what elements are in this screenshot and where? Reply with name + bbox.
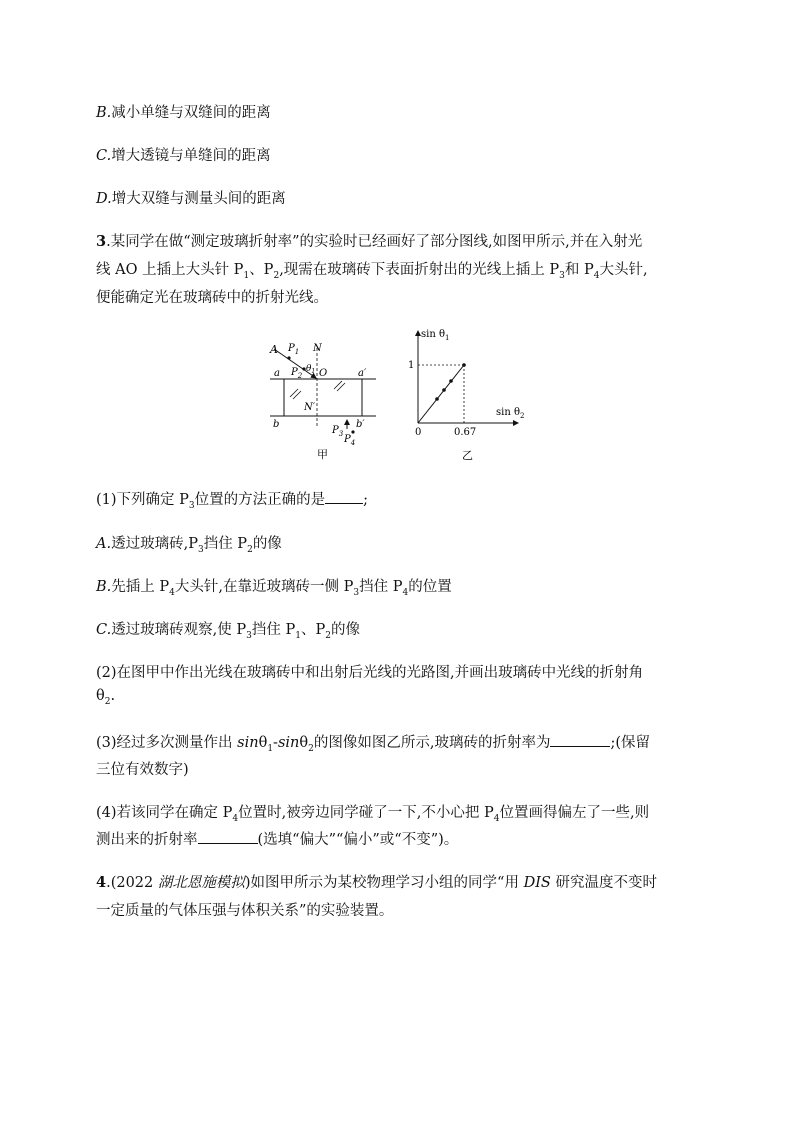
svg-text:a: a [274, 368, 280, 379]
svg-text:sin θ2: $\sin \theta_2$ [496, 407, 525, 420]
q3-sub2-line2: $\theta_2$. [96, 688, 116, 707]
q3-sub1-option-A: A.透过玻璃砖$,P_3$挡住 $P_2$的像 [96, 536, 282, 555]
option-q2-D: D.增大双缝与测量头间的距离 [96, 191, 286, 207]
svg-text:N: N [313, 343, 322, 354]
figure-jia [262, 334, 392, 464]
svg-text:P3: $P_3$ [332, 425, 344, 438]
q3-sub2-line1: (2)在图甲中作出光线在玻璃砖中和出射后光线的光路图,并画出玻璃砖中光线的折射角 [96, 665, 644, 681]
option-q2-B: B.减小单缝与双缝间的距离 [96, 105, 271, 121]
q3-stem-line1: 3.某同学在做“测定玻璃折射率”的实验时已经画好了部分图线,如图甲所示,并在入射光 [96, 233, 643, 250]
svg-text:N′: N′ [304, 402, 316, 413]
q3-sub1-option-C: C.透过玻璃砖观察,使 $P_3$挡住 $P_1$、$P_2$的像 [96, 622, 361, 641]
y-tick-1: 1 [408, 360, 415, 371]
answer-blank-4[interactable] [198, 829, 258, 844]
answer-blank-1[interactable] [325, 489, 363, 504]
origin-label: 0 [415, 427, 422, 438]
svg-text:θ1: $\theta_1$ [306, 364, 316, 375]
q3-sub4-line2: 测出来的折射率 (选填“偏大”“偏小”或“不变”)。 [96, 828, 458, 849]
q4-stem-line1: 4.(2022 湖北恩施模拟)如图甲所示为某校物理学习小组的同学“用 DIS 研究温度不变时 [96, 874, 657, 891]
caption-yi: 乙 [462, 449, 473, 462]
glass-hatch [290, 381, 345, 399]
svg-text:b′: b′ [356, 419, 365, 430]
svg-text:P1: $P_1$ [288, 343, 300, 356]
data-point [442, 388, 446, 392]
data-point [435, 397, 439, 401]
svg-text:O: O [319, 368, 328, 379]
svg-text:A: A [270, 343, 278, 356]
q3-sub3-line2: 三位有效数字) [96, 762, 189, 778]
data-point [462, 363, 466, 367]
q3-sub4-line1: (4)若该同学在确定 $P_4$位置时,被旁边同学碰了一下,不小心把 $P_4$位置画得偏左了一些,则 [96, 805, 650, 824]
q3-stem-line3: 便能确定光在玻璃砖中的折射光线。 [96, 290, 328, 306]
q4-stem-line2: 一定质量的气体压强与体积关系”的实验装置。 [96, 903, 394, 919]
figure-yi [398, 323, 533, 463]
q3-sub3-line1: (3)经过多次测量作出 sinθ$_1$-sinθ$_2$的图像如图乙所示,玻璃砖的折射率为 ;(保留 [96, 731, 650, 752]
option-q2-C: C.增大透镜与单缝间的距离 [96, 148, 271, 164]
svg-text:P2: $P_2$ [291, 367, 303, 380]
pin-p1 [287, 356, 290, 359]
svg-text:P4: $P_4$ [344, 434, 356, 447]
data-line [418, 365, 464, 423]
svg-text:b: b [273, 419, 280, 430]
caption-jia: 甲 [317, 448, 328, 461]
svg-text:sin θ1: $\sin \theta_1$ [421, 329, 450, 342]
x-tick-067: 0.67 [454, 427, 477, 438]
q3-sub1-option-B: B.先插上 $P_4$大头针,在靠近玻璃砖一侧 $P_3$挡住 $P_4$的位置 [96, 579, 452, 598]
answer-blank-3[interactable] [550, 732, 610, 747]
q3-sub1-stem: (1)下列确定 $P_3$位置的方法正确的是 ; [96, 488, 368, 509]
q3-stem-line2: 线 AO 上插上大头针 $P_1$、$P_2$,现需在玻璃砖下表面折射出的光线上插上 $P_3$和 $P_4$大头针, [96, 262, 648, 281]
svg-text:a′: a′ [358, 368, 367, 379]
pin-p4 [351, 430, 354, 433]
data-point [449, 379, 453, 383]
